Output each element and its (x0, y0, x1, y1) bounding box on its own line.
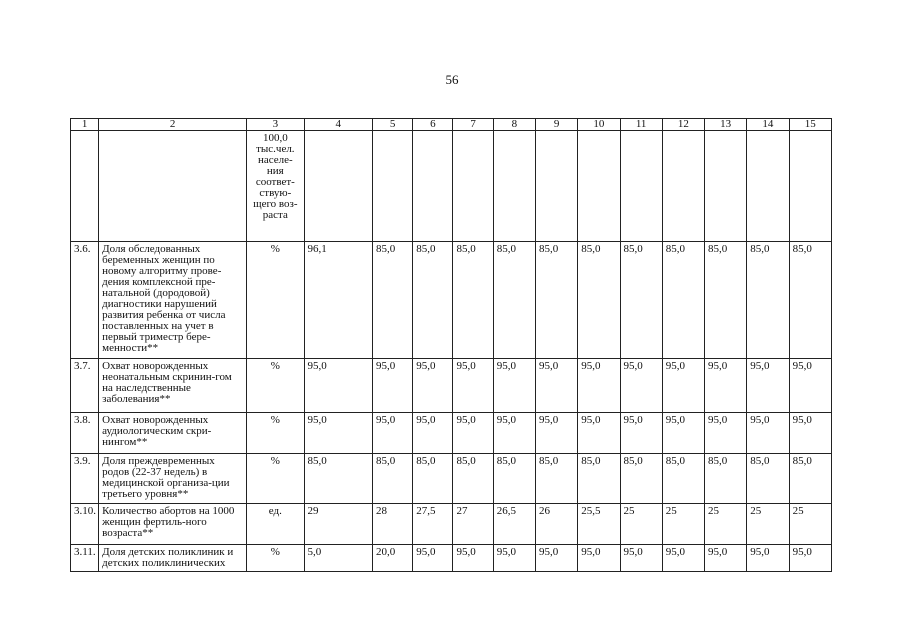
value-cell: 95,0 (620, 413, 662, 454)
column-number-cell: 12 (662, 119, 704, 131)
value-cell: 85,0 (453, 242, 493, 359)
value-cell: 95,0 (620, 359, 662, 413)
value-cell (705, 131, 747, 242)
value-cell: 25 (705, 504, 747, 545)
value-cell: 95,0 (747, 359, 789, 413)
table-row (71, 413, 832, 454)
value-cell (535, 131, 577, 242)
value-cell: 26 (535, 504, 577, 545)
indicator-name: Охват новорожденных аудиологическим скри-нингом** (99, 413, 247, 454)
value-cell: 95,0 (578, 545, 620, 572)
value-cell: 85,0 (535, 454, 577, 504)
value-cell: 85,0 (413, 454, 453, 504)
value-cell: 95,0 (372, 413, 412, 454)
value-cell: 85,0 (372, 242, 412, 359)
column-number-cell: 4 (304, 119, 372, 131)
unit-of-measure: % (247, 413, 304, 454)
column-number-cell: 8 (493, 119, 535, 131)
value-cell: 95,0 (304, 413, 372, 454)
value-cell: 27,5 (413, 504, 453, 545)
value-cell: 95,0 (705, 359, 747, 413)
unit-of-measure: ед. (247, 504, 304, 545)
value-cell: 95,0 (493, 359, 535, 413)
value-cell: 95,0 (304, 359, 372, 413)
column-number-cell: 13 (705, 119, 747, 131)
value-cell: 96,1 (304, 242, 372, 359)
row-number: 3.9. (71, 454, 99, 504)
indicator-name: Доля детских поликлиник и детских поликлинических (99, 545, 247, 572)
indicator-name: Доля преждевременных родов (22-37 недель) в медицинской организа-ции третьего уровня** (99, 454, 247, 504)
unit-of-measure: % (247, 359, 304, 413)
value-cell: 5,0 (304, 545, 372, 572)
value-cell: 25 (662, 504, 704, 545)
value-cell (620, 131, 662, 242)
value-cell: 85,0 (372, 454, 412, 504)
table-row (71, 545, 832, 572)
value-cell: 85,0 (705, 454, 747, 504)
table-row (71, 131, 832, 242)
table-row (71, 242, 832, 359)
value-cell: 95,0 (453, 413, 493, 454)
value-cell (493, 131, 535, 242)
value-cell: 85,0 (789, 454, 831, 504)
value-cell: 95,0 (453, 545, 493, 572)
table-row (71, 359, 832, 413)
value-cell: 85,0 (620, 454, 662, 504)
value-cell: 85,0 (413, 242, 453, 359)
column-number-cell: 6 (413, 119, 453, 131)
column-number-row (71, 119, 832, 131)
value-cell: 95,0 (789, 359, 831, 413)
value-cell: 95,0 (413, 413, 453, 454)
column-number-cell: 14 (747, 119, 789, 131)
value-cell: 85,0 (747, 242, 789, 359)
unit-of-measure: % (247, 454, 304, 504)
value-cell: 95,0 (372, 359, 412, 413)
row-number: 3.8. (71, 413, 99, 454)
page-number: 56 (445, 72, 459, 87)
value-cell (304, 131, 372, 242)
value-cell: 95,0 (620, 545, 662, 572)
indicator-name: Доля обследованных беременных женщин по новому алгоритму прове-дения комплексной пре-натальной (дородовой) диагностики нарушений развития ребенка от числа поставленных на учет в первый триместр бере-менности** (99, 242, 247, 359)
row-number: 3.6. (71, 242, 99, 359)
value-cell: 95,0 (535, 413, 577, 454)
value-cell: 29 (304, 504, 372, 545)
value-cell: 95,0 (705, 413, 747, 454)
unit-of-measure: % (247, 242, 304, 359)
value-cell (662, 131, 704, 242)
column-number-cell: 5 (372, 119, 412, 131)
value-cell (453, 131, 493, 242)
table-row (71, 504, 832, 545)
value-cell: 25 (620, 504, 662, 545)
value-cell: 85,0 (662, 242, 704, 359)
row-number: 3.7. (71, 359, 99, 413)
value-cell: 95,0 (662, 545, 704, 572)
value-cell: 95,0 (705, 545, 747, 572)
value-cell: 85,0 (493, 242, 535, 359)
value-cell: 25,5 (578, 504, 620, 545)
value-cell: 85,0 (578, 242, 620, 359)
indicators-table (70, 118, 832, 572)
value-cell: 85,0 (620, 242, 662, 359)
value-cell: 95,0 (662, 413, 704, 454)
value-cell: 95,0 (453, 359, 493, 413)
indicator-name: Охват новорожденных неонатальным скринин-гом на наследственные заболевания** (99, 359, 247, 413)
value-cell: 95,0 (413, 359, 453, 413)
indicator-name: Количество абортов на 1000 женщин фертиль-ного возраста** (99, 504, 247, 545)
value-cell: 85,0 (453, 454, 493, 504)
value-cell: 95,0 (493, 545, 535, 572)
column-number-cell: 10 (578, 119, 620, 131)
value-cell: 25 (747, 504, 789, 545)
value-cell: 95,0 (789, 545, 831, 572)
value-cell (747, 131, 789, 242)
value-cell (789, 131, 831, 242)
value-cell: 95,0 (413, 545, 453, 572)
value-cell: 25 (789, 504, 831, 545)
value-cell: 85,0 (535, 242, 577, 359)
value-cell: 85,0 (578, 454, 620, 504)
value-cell: 28 (372, 504, 412, 545)
value-cell (578, 131, 620, 242)
value-cell: 95,0 (578, 413, 620, 454)
table-row (71, 454, 832, 504)
value-cell: 85,0 (493, 454, 535, 504)
value-cell: 95,0 (578, 359, 620, 413)
column-number-cell: 9 (535, 119, 577, 131)
value-cell: 27 (453, 504, 493, 545)
column-number-cell: 7 (453, 119, 493, 131)
unit-of-measure: 100,0 тыс.чел. населе-ния соответ-ствую-щего воз-раста (247, 131, 304, 242)
unit-of-measure: % (247, 545, 304, 572)
row-number: 3.11. (71, 545, 99, 572)
value-cell: 85,0 (304, 454, 372, 504)
value-cell: 85,0 (747, 454, 789, 504)
value-cell (413, 131, 453, 242)
column-number-cell: 15 (789, 119, 831, 131)
value-cell: 85,0 (789, 242, 831, 359)
value-cell: 95,0 (535, 359, 577, 413)
column-number-cell: 2 (99, 119, 247, 131)
value-cell (372, 131, 412, 242)
value-cell: 95,0 (747, 413, 789, 454)
column-number-cell: 1 (71, 119, 99, 131)
value-cell: 95,0 (789, 413, 831, 454)
value-cell: 85,0 (662, 454, 704, 504)
column-number-cell: 3 (247, 119, 304, 131)
row-number (71, 131, 99, 242)
indicator-name (99, 131, 247, 242)
value-cell: 95,0 (747, 545, 789, 572)
value-cell: 95,0 (662, 359, 704, 413)
value-cell: 26,5 (493, 504, 535, 545)
column-number-cell: 11 (620, 119, 662, 131)
value-cell: 95,0 (535, 545, 577, 572)
value-cell: 20,0 (372, 545, 412, 572)
value-cell: 85,0 (705, 242, 747, 359)
row-number: 3.10. (71, 504, 99, 545)
value-cell: 95,0 (493, 413, 535, 454)
